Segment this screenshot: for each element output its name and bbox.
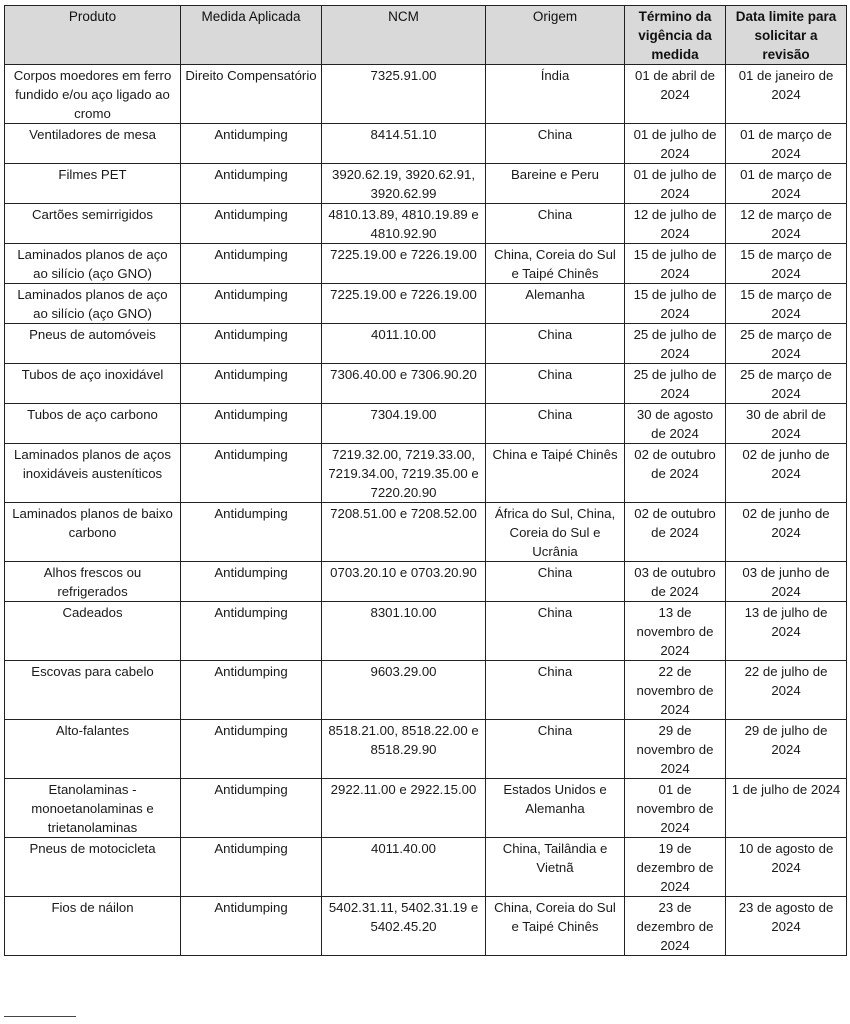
table-row (5, 204, 847, 244)
cell-produto: Laminados planos de aço ao silício (aço GNO) (5, 244, 181, 284)
cell-termino-vigencia: 01 de julho de 2024 (625, 124, 726, 164)
table-row (5, 284, 847, 324)
cell-ncm: 7304.19.00 (322, 404, 486, 444)
cell-origem: China, Coreia do Sul e Taipé Chinês (486, 897, 625, 956)
cell-origem: China (486, 661, 625, 720)
header-termino-vigencia: Término da vigência da medida (625, 6, 726, 65)
cell-produto: Pneus de motocicleta (5, 838, 181, 897)
cell-medida-aplicada: Antidumping (181, 602, 322, 661)
cell-medida-aplicada: Antidumping (181, 720, 322, 779)
cell-produto: Fios de náilon (5, 897, 181, 956)
cell-data-limite: 1 de julho de 2024 (726, 779, 847, 838)
cell-termino-vigencia: 15 de julho de 2024 (625, 244, 726, 284)
footnote-divider (4, 1016, 76, 1017)
cell-data-limite: 29 de julho de 2024 (726, 720, 847, 779)
cell-data-limite: 15 de março de 2024 (726, 284, 847, 324)
cell-origem: Estados Unidos e Alemanha (486, 779, 625, 838)
cell-termino-vigencia: 23 de dezembro de 2024 (625, 897, 726, 956)
table-row (5, 65, 847, 124)
cell-produto: Alhos frescos ou refrigerados (5, 562, 181, 602)
cell-produto: Etanolaminas - monoetanolaminas e trietanolaminas (5, 779, 181, 838)
cell-data-limite: 25 de março de 2024 (726, 324, 847, 364)
cell-origem: Índia (486, 65, 625, 124)
table-row (5, 661, 847, 720)
cell-produto: Filmes PET (5, 164, 181, 204)
cell-ncm: 8414.51.10 (322, 124, 486, 164)
cell-ncm: 4810.13.89, 4810.19.89 e 4810.92.90 (322, 204, 486, 244)
cell-data-limite: 15 de março de 2024 (726, 244, 847, 284)
header-produto: Produto (5, 6, 181, 65)
cell-medida-aplicada: Antidumping (181, 661, 322, 720)
cell-produto: Pneus de automóveis (5, 324, 181, 364)
cell-data-limite: 12 de março de 2024 (726, 204, 847, 244)
cell-origem: China, Coreia do Sul e Taipé Chinês (486, 244, 625, 284)
cell-termino-vigencia: 01 de novembro de 2024 (625, 779, 726, 838)
cell-origem: China (486, 324, 625, 364)
cell-produto: Escovas para cabelo (5, 661, 181, 720)
header-ncm: NCM (322, 6, 486, 65)
cell-termino-vigencia: 01 de julho de 2024 (625, 164, 726, 204)
header-data-limite: Data limite para solicitar a revisão (726, 6, 847, 65)
cell-medida-aplicada: Antidumping (181, 364, 322, 404)
cell-produto: Alto-falantes (5, 720, 181, 779)
cell-termino-vigencia: 03 de outubro de 2024 (625, 562, 726, 602)
trade-measures-table (4, 5, 847, 956)
header-origem: Origem (486, 6, 625, 65)
table-row (5, 444, 847, 503)
table-row (5, 324, 847, 364)
cell-termino-vigencia: 25 de julho de 2024 (625, 364, 726, 404)
cell-ncm: 7208.51.00 e 7208.52.00 (322, 503, 486, 562)
table-body (5, 65, 847, 956)
cell-medida-aplicada: Antidumping (181, 404, 322, 444)
cell-termino-vigencia: 30 de agosto de 2024 (625, 404, 726, 444)
cell-origem: China (486, 404, 625, 444)
cell-termino-vigencia: 25 de julho de 2024 (625, 324, 726, 364)
cell-data-limite: 22 de julho de 2024 (726, 661, 847, 720)
cell-data-limite: 13 de julho de 2024 (726, 602, 847, 661)
cell-ncm: 7325.91.00 (322, 65, 486, 124)
cell-ncm: 7306.40.00 e 7306.90.20 (322, 364, 486, 404)
cell-ncm: 7225.19.00 e 7226.19.00 (322, 244, 486, 284)
table-row (5, 720, 847, 779)
cell-medida-aplicada: Direito Compensatório (181, 65, 322, 124)
cell-produto: Laminados planos de aços inoxidáveis austeníticos (5, 444, 181, 503)
cell-termino-vigencia: 15 de julho de 2024 (625, 284, 726, 324)
table-header (5, 6, 847, 65)
cell-data-limite: 01 de março de 2024 (726, 124, 847, 164)
cell-origem: China e Taipé Chinês (486, 444, 625, 503)
cell-medida-aplicada: Antidumping (181, 562, 322, 602)
cell-medida-aplicada: Antidumping (181, 164, 322, 204)
cell-origem: China, Tailândia e Vietnã (486, 838, 625, 897)
cell-ncm: 7225.19.00 e 7226.19.00 (322, 284, 486, 324)
cell-ncm: 4011.40.00 (322, 838, 486, 897)
cell-ncm: 4011.10.00 (322, 324, 486, 364)
cell-medida-aplicada: Antidumping (181, 838, 322, 897)
cell-medida-aplicada: Antidumping (181, 244, 322, 284)
table-row (5, 503, 847, 562)
cell-produto: Laminados planos de aço ao silício (aço GNO) (5, 284, 181, 324)
cell-medida-aplicada: Antidumping (181, 324, 322, 364)
cell-medida-aplicada: Antidumping (181, 284, 322, 324)
cell-medida-aplicada: Antidumping (181, 124, 322, 164)
table-row (5, 602, 847, 661)
cell-origem: Alemanha (486, 284, 625, 324)
table-row (5, 897, 847, 956)
cell-origem: Bareine e Peru (486, 164, 625, 204)
cell-termino-vigencia: 13 de novembro de 2024 (625, 602, 726, 661)
cell-origem: China (486, 602, 625, 661)
cell-termino-vigencia: 12 de julho de 2024 (625, 204, 726, 244)
cell-medida-aplicada: Antidumping (181, 779, 322, 838)
cell-data-limite: 23 de agosto de 2024 (726, 897, 847, 956)
cell-origem: China (486, 364, 625, 404)
cell-data-limite: 03 de junho de 2024 (726, 562, 847, 602)
cell-produto: Tubos de aço carbono (5, 404, 181, 444)
cell-produto: Ventiladores de mesa (5, 124, 181, 164)
cell-data-limite: 01 de março de 2024 (726, 164, 847, 204)
cell-medida-aplicada: Antidumping (181, 503, 322, 562)
cell-data-limite: 10 de agosto de 2024 (726, 838, 847, 897)
cell-origem: China (486, 562, 625, 602)
table-row (5, 124, 847, 164)
table-row (5, 779, 847, 838)
cell-termino-vigencia: 02 de outubro de 2024 (625, 503, 726, 562)
cell-termino-vigencia: 01 de abril de 2024 (625, 65, 726, 124)
cell-produto: Corpos moedores em ferro fundido e/ou aço ligado ao cromo (5, 65, 181, 124)
table-row (5, 838, 847, 897)
cell-data-limite: 01 de janeiro de 2024 (726, 65, 847, 124)
cell-origem: China (486, 204, 625, 244)
cell-produto: Tubos de aço inoxidável (5, 364, 181, 404)
cell-termino-vigencia: 29 de novembro de 2024 (625, 720, 726, 779)
table-row (5, 244, 847, 284)
header-medida-aplicada: Medida Aplicada (181, 6, 322, 65)
cell-ncm: 5402.31.11, 5402.31.19 e 5402.45.20 (322, 897, 486, 956)
cell-produto: Laminados planos de baixo carbono (5, 503, 181, 562)
cell-produto: Cartões semirrigidos (5, 204, 181, 244)
header-row (5, 6, 847, 65)
cell-ncm: 8301.10.00 (322, 602, 486, 661)
table-row (5, 562, 847, 602)
cell-termino-vigencia: 22 de novembro de 2024 (625, 661, 726, 720)
cell-origem: China (486, 124, 625, 164)
cell-data-limite: 02 de junho de 2024 (726, 444, 847, 503)
cell-origem: África do Sul, China, Coreia do Sul e Ucrânia (486, 503, 625, 562)
cell-ncm: 9603.29.00 (322, 661, 486, 720)
cell-origem: China (486, 720, 625, 779)
cell-ncm: 8518.21.00, 8518.22.00 e 8518.29.90 (322, 720, 486, 779)
cell-medida-aplicada: Antidumping (181, 897, 322, 956)
cell-termino-vigencia: 02 de outubro de 2024 (625, 444, 726, 503)
cell-ncm: 3920.62.19, 3920.62.91, 3920.62.99 (322, 164, 486, 204)
table-row (5, 404, 847, 444)
cell-ncm: 7219.32.00, 7219.33.00, 7219.34.00, 7219.35.00 e 7220.20.90 (322, 444, 486, 503)
table-row (5, 364, 847, 404)
cell-termino-vigencia: 19 de dezembro de 2024 (625, 838, 726, 897)
cell-medida-aplicada: Antidumping (181, 444, 322, 503)
cell-data-limite: 30 de abril de 2024 (726, 404, 847, 444)
cell-data-limite: 02 de junho de 2024 (726, 503, 847, 562)
table-row (5, 164, 847, 204)
cell-produto: Cadeados (5, 602, 181, 661)
cell-ncm: 0703.20.10 e 0703.20.90 (322, 562, 486, 602)
cell-medida-aplicada: Antidumping (181, 204, 322, 244)
cell-ncm: 2922.11.00 e 2922.15.00 (322, 779, 486, 838)
cell-data-limite: 25 de março de 2024 (726, 364, 847, 404)
